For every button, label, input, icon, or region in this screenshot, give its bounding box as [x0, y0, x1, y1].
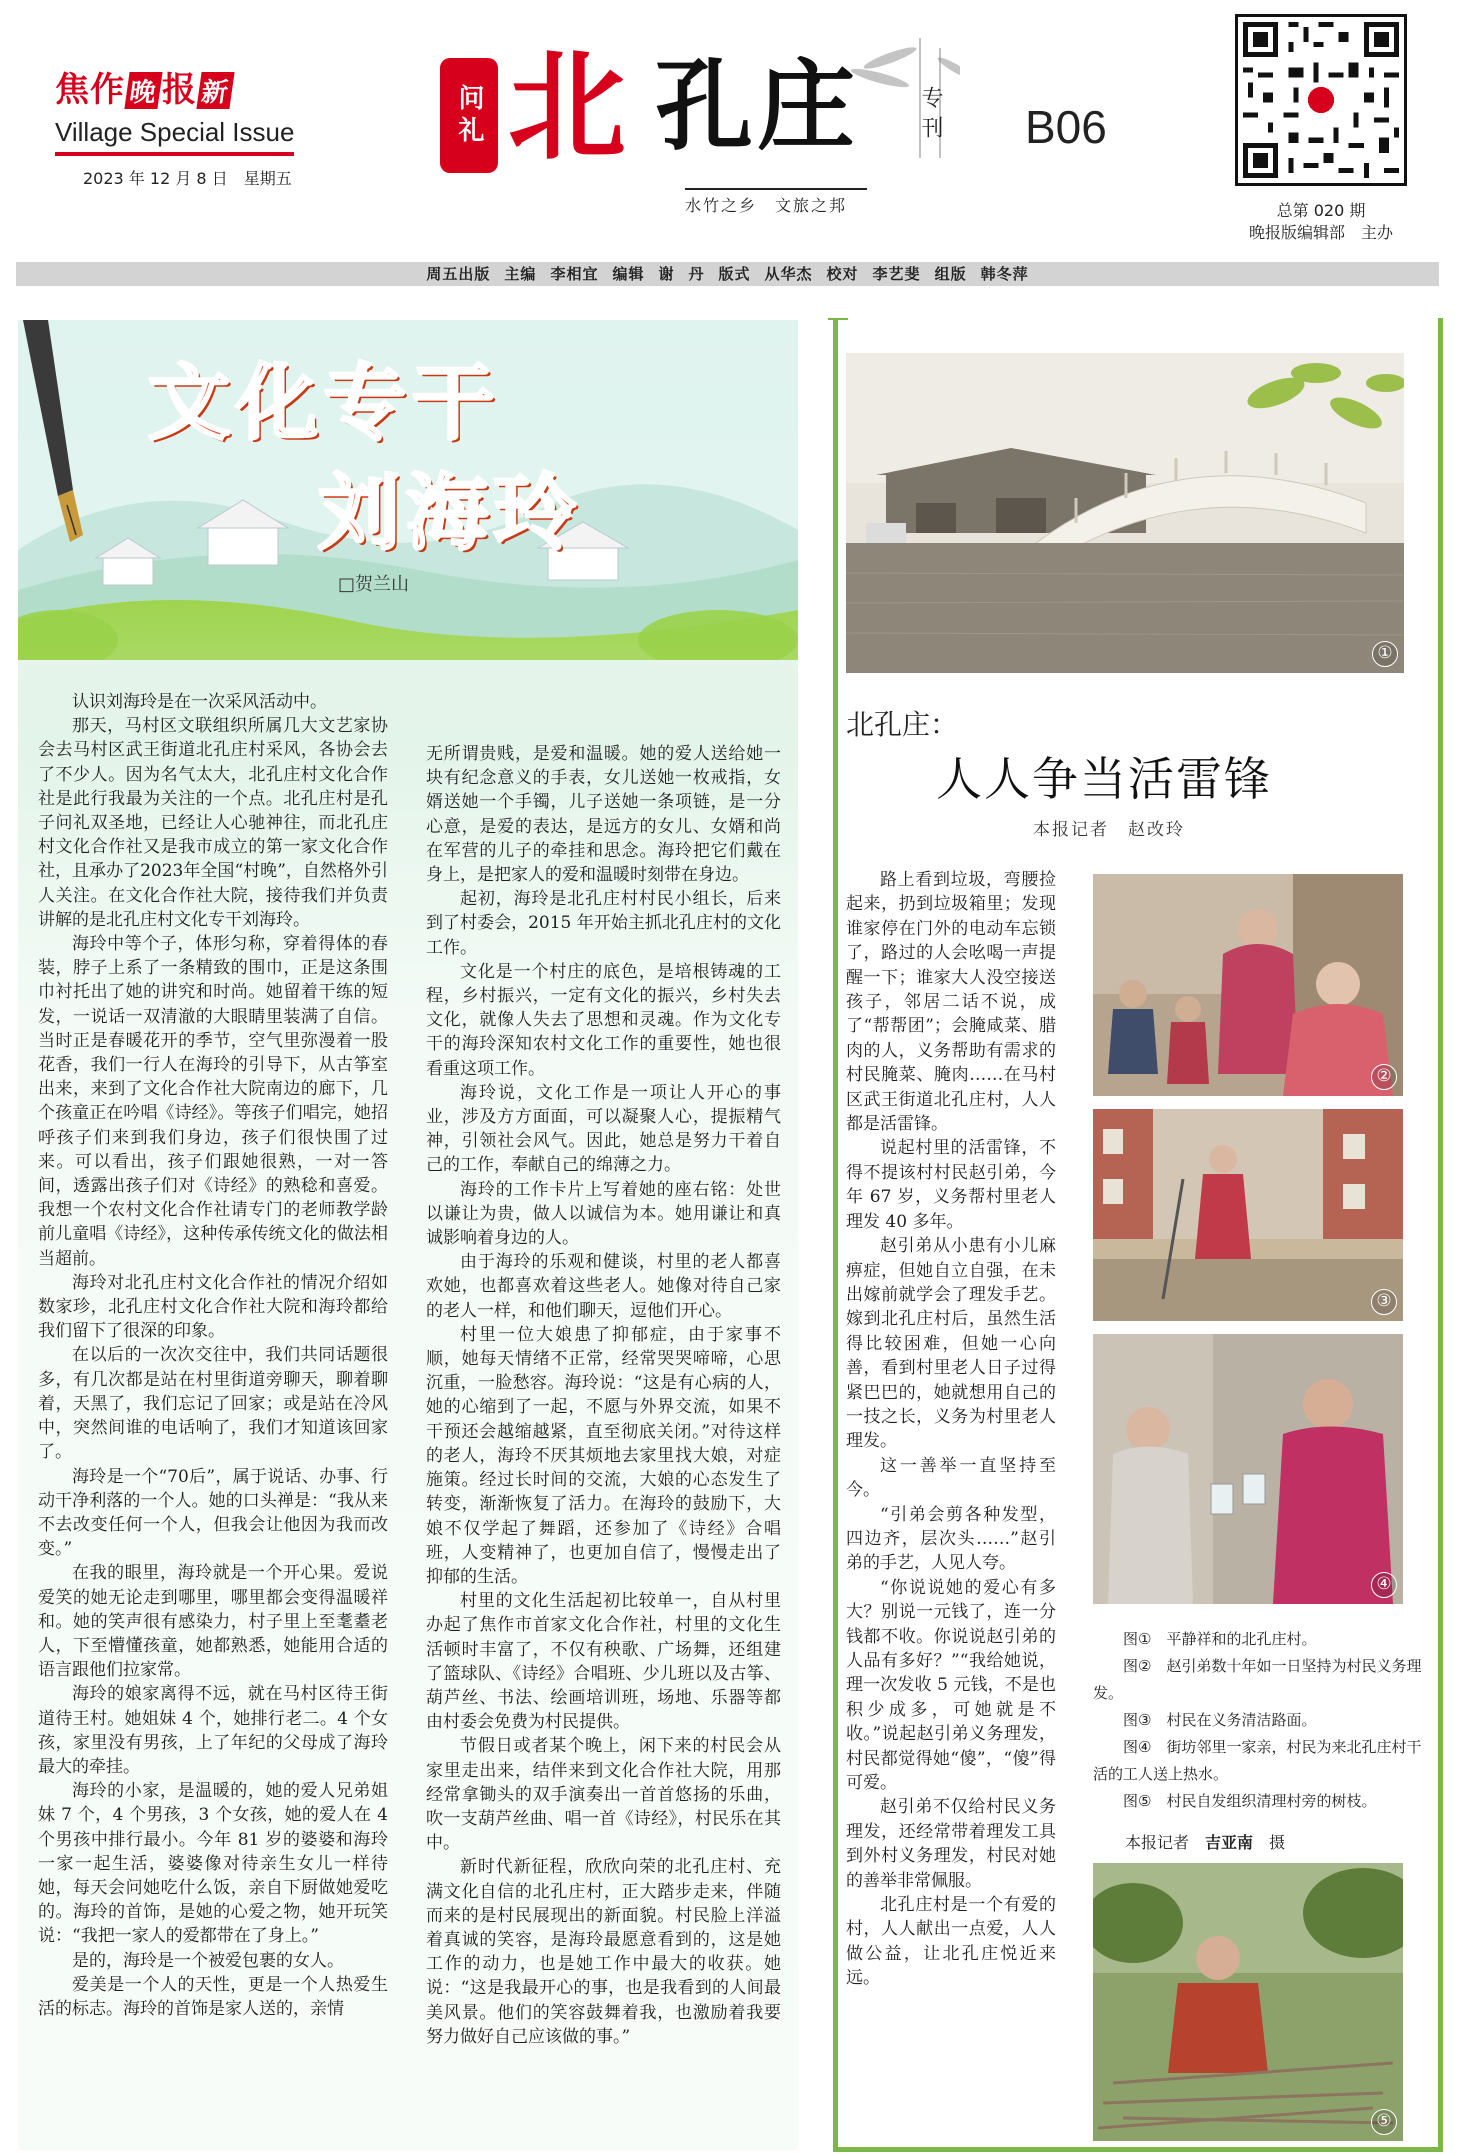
staff-bar	[16, 262, 1439, 286]
caption-label: 图④	[1123, 1738, 1152, 1756]
hot-water-photo	[1093, 1334, 1403, 1604]
staff-role: 主编	[504, 265, 537, 283]
paragraph: “你说说她的爱心有多大？别说一元钱了，连一分钱都不收。你说说赵引弟的人品有多好？”“我给她说，理一次发收 5 元钱，不是也积少成多，可她就是不收。”说起赵引弟义务理发，村民都觉得她“傻”，“傻”得可爱。	[846, 1577, 1056, 1794]
brand-name-b: 报	[162, 70, 198, 110]
paragraph: 赵引弟不仅给村民义务理发，还经常带着理发工具到外村义务理发，村民对她的善举非常佩服。	[846, 1797, 1056, 1891]
caption-label: 图③	[1123, 1711, 1152, 1729]
photographer-name: 吉亚南	[1205, 1833, 1254, 1852]
paragraph: 节假日或者某个晚上，闲下来的村民会从家里走出来，结伴来到文化合作社大院，用那经常拿锄头的双手演奏出一首首悠扬的乐曲，吹一支葫芦丝曲、唱一首《诗经》，村民乐在其中。	[426, 1736, 781, 1854]
masthead-seal: 问礼	[440, 58, 498, 173]
paragraph: 认识刘海玲是在一次采风活动中。	[72, 692, 327, 712]
photo-3	[1093, 1109, 1403, 1321]
caption-2	[1093, 1653, 1423, 1707]
paragraph: 由于海玲的乐观和健谈，村里的老人都喜欢她，也都喜欢着这些老人。她像对待自己家的老人一样，和他们聊天，逗他们开心。	[426, 1252, 781, 1321]
paragraph: 海玲中等个子，体形匀称，穿着得体的春装，脖子上系了一条精致的围巾，正是这条围巾衬托出了她的讲究和时尚。她留着干练的短发，一说话一双清澈的大眼睛里装满了自信。当时正是春暖花开的季节，空气里弥漫着一股花香，我们一行人在海玲的引导下，从古筝室出来，来到了文化合作社大院南边的廊下，几个孩童正在吟唱《诗经》。等孩子们唱完，她招呼孩子们来到我们身边，孩子们很快围了过来。可以看出，孩子们跟她很熟，一对一答间，透露出孩子们对《诗经》的熟稔和喜爱。我想一个农村文化合作社请专门的老师教学龄前儿童唱《诗经》，这种传承传统文化的做法相当超前。	[38, 934, 388, 1269]
paragraph: 村里的文化生活起初比较单一，自从村里办起了焦作市首家文化合作社，村里的文化生活顿时丰富了，不仅有秧歌、广场舞，还组建了篮球队、《诗经》合唱班、少儿班以及古筝、葫芦丝、书法、绘画培训班，场地、乐器等都由村委会免费为村民提供。	[426, 1591, 781, 1733]
masthead-slogan: 水竹之乡 文旅之邦	[685, 188, 867, 216]
staff-role: 组版	[934, 265, 967, 283]
photo-number: ②	[1371, 1064, 1397, 1090]
photo-1	[846, 353, 1404, 673]
caption-label: 图⑤	[1123, 1792, 1152, 1810]
photographer-suffix: 摄	[1269, 1833, 1286, 1852]
left-column-2	[426, 742, 781, 2049]
staff-publish-day: 周五出版	[426, 265, 491, 283]
staff-name: 谢	[658, 265, 675, 283]
paragraph: 路上看到垃圾，弯腰捡起来，扔到垃圾箱里；发现谁家停在门外的电动车忘锁了，路过的人会吆喝一声提醒一下；谁家大人没空接送孩子，邻居二话不说，成了“帮帮团”；会腌咸菜、腊肉的人，义务帮助有需求的村民腌菜、腌肉……在马村区武王街道北孔庄村，人人都是活雷锋。	[846, 870, 1056, 1135]
village-bridge-photo	[846, 353, 1404, 673]
caption-text: 平静祥和的北孔庄村。	[1166, 1630, 1317, 1648]
caption-1	[1093, 1626, 1423, 1653]
paragraph: 赵引弟从小患有小儿麻痹症，但她自立自强，在未出嫁前就学会了理发手艺。嫁到北孔庄村后，虽然生活得比较困难，但她一心向善，看到村里老人日子过得紧巴巴的，她就想用自己的一技之长，义务为村里老人理发。	[846, 1236, 1056, 1452]
staff-name: 李艺斐	[872, 265, 921, 283]
paragraph: 海玲的娘家离得不远，就在马村区待王街道待王村。她姐妹 4 个，她排行老二。4 个女孩，家里没有男孩，上了年纪的父母成了海玲最大的牵挂。	[38, 1684, 388, 1777]
paragraph: 海玲的小家，是温暖的，她的爱人兄弟姐妹 7 个，4 个男孩，3 个女孩，她的爱人在 4 个男孩中排行最小。今年 81 岁的婆婆和海玲一家一起生活，婆婆像对待亲生女儿一样待她，每天会问她吃什么饭，亲自下厨做她爱吃的。海玲的首饰，是她的心爱之物，她开玩笑说：“我把一家人的爱都带在了身上。”	[38, 1781, 388, 1947]
paragraph: 爱美是一个人的天性，更是一个人热爱生活的标志。海玲的首饰是家人送的，亲情	[38, 1974, 388, 2019]
paragraph: 海玲对北孔庄村文化合作社的情况介绍如数家珍，北孔庄村文化合作社大院和海玲都给我们留下了很深的印象。	[38, 1272, 388, 1342]
qr-code-icon[interactable]	[1235, 14, 1407, 186]
paragraph: 这一善举一直坚持至今。	[846, 1455, 1056, 1501]
brand-name-c: 新	[196, 72, 234, 109]
masthead	[440, 38, 960, 218]
left-title-line1: 文化专干	[148, 356, 501, 451]
caption-text: 赵引弟数十年如一日坚持为村民义务理发。	[1093, 1657, 1422, 1702]
staff-name: 李相宜	[550, 265, 599, 283]
right-title-prefix: 北孔庄：	[846, 708, 959, 741]
paragraph: 说起村里的活雷锋，不得不提该村村民赵引弟，今年 67 岁，义务帮村里老人理发 40 多年。	[846, 1138, 1056, 1232]
issue-number: 总第 020 期	[1276, 201, 1366, 220]
paragraph: 是的，海玲是一个被爱包裹的女人。	[72, 1950, 344, 1971]
paragraph: 海玲是一个“70后”，属于说话、办事、行动干净利落的一个人。她的口头禅是：“我从来不去改变任何一个人，但我会让他因为我而改变。”	[38, 1466, 388, 1560]
staff-role: 校对	[826, 265, 859, 283]
left-title-line2: 刘海玲	[318, 466, 583, 561]
staff-name: 丹	[688, 265, 705, 283]
paragraph: 在我的眼里，海玲就是一个开心果。爱说爱笑的她无论走到哪里，哪里都会变得温暖祥和。她的笑声很有感染力，村子里上至耄耋老人，下至懵懂孩童，她都熟悉，她能用合适的语言跟他们拉家常。	[38, 1563, 388, 1681]
haircut-photo	[1093, 874, 1403, 1096]
photo-captions	[1093, 1626, 1423, 1815]
caption-text: 村民自发组织清理村旁的树枝。	[1166, 1792, 1377, 1810]
page-number: B06	[1025, 101, 1107, 153]
right-title: 人人争当活雷锋	[936, 752, 1272, 806]
left-column-1	[38, 690, 388, 2021]
left-author: □贺兰山	[338, 574, 410, 595]
staff-role: 编辑	[612, 265, 645, 283]
issue-info	[1232, 200, 1410, 244]
photo-2	[1093, 874, 1403, 1096]
photo-5	[1093, 1863, 1403, 2141]
caption-label: 图①	[1123, 1630, 1152, 1648]
photo-number: ⑤	[1371, 2109, 1397, 2135]
paragraph: 那天，马村区文联组织所属几大文艺家协会去马村区武王街道北孔庄村采风，各协会去了不少人。因为名气太大，北孔庄村文化合作社是此行我最为关注的一个点。北孔庄村是孔子问礼双圣地，已经让人心驰神往，而北孔庄村文化合作社又是我市成立的第一家文化合作社，且承办了2023年全国“村晚”，自然格外引人关注。在文化合作社大院，接待我们并负责讲解的是北孔庄村文化专干刘海玲。	[38, 716, 388, 930]
right-column	[846, 868, 1056, 1991]
photo-number: ④	[1371, 1572, 1397, 1598]
paragraph: 新时代新征程，欣欣向荣的北孔庄村、充满文化自信的北孔庄村，正大踏步走来，伴随而来的是村民展现出的新面貌。村民脸上洋溢着真诚的笑容，是海玲最愿意看到的，这是她工作的动力，也是她工作中最大的收获。她说：“这是我最开心的事，也是我看到的人间最美风景。他们的笑容鼓舞着我，也激励着我要努力做好自己应该做的事。”	[426, 1857, 781, 2047]
masthead-title: 孔庄	[655, 49, 860, 164]
staff-name: 从华杰	[764, 265, 813, 283]
caption-3	[1093, 1707, 1423, 1734]
paragraph: 无所谓贵贱，是爱和温暖。她的爱人送给她一块有纪念意义的手表，女儿送她一枚戒指，女婿送她一个手镯，儿子送她一条项链，是一分心意，是爱的表达，是远方的女儿、女婿和尚在军营的儿子的牵挂和思念。海玲把它们戴在身上，是把家人的爱和温暖时刻带在身边。	[426, 744, 781, 886]
staff-role: 版式	[718, 265, 751, 283]
left-article	[18, 320, 798, 2150]
caption-text: 街坊邻里一家亲，村民为来北孔庄村干活的工人送上热水。	[1093, 1738, 1422, 1783]
masthead-special-label: 专刊	[918, 86, 943, 146]
right-article	[833, 318, 1443, 2152]
fountain-pen-icon	[18, 320, 108, 570]
branch-clearing-photo	[1093, 1863, 1403, 2141]
paragraph: 起初，海玲是北孔庄村村民小组长，后来到了村委会，2015 年开始主抓北孔庄村的文化工作。	[426, 889, 781, 958]
staff-name: 韩冬萍	[980, 265, 1029, 283]
masthead-title-red: 北	[508, 38, 627, 176]
photo-4	[1093, 1334, 1403, 1604]
paragraph: 村里一位大娘患了抑郁症，由于家事不顺，她每天情绪不正常，经常哭哭啼啼，心思沉重，一脸愁容。海玲说：“这是有心病的人，她的心缩到了一起，不愿与外界交流，如果不干预还会越缩越紧，直至彻底关闭。”对待这样的老人，海玲不厌其烦地去家里找大娘，对症施策。经过长时间的交流，大娘的心态发生了转变，渐渐恢复了活力。在海玲的鼓励下，大娘不仅学起了舞蹈，还参加了《诗经》合唱班，人变精神了，也更加自信了，慢慢走出了抑郁的生活。	[426, 1324, 781, 1587]
caption-text: 村民在义务清洁路面。	[1166, 1711, 1317, 1729]
publish-date: 2023 年 12 月 8 日 星期五	[83, 169, 292, 188]
photo-number: ③	[1371, 1289, 1397, 1315]
caption-4	[1093, 1734, 1423, 1788]
paragraph: 海玲说，文化工作是一项让人开心的事业，涉及方方面面，可以凝聚人心，提振精气神，引领社会风气。因此，她总是努力干着自己的工作，奉献自己的绵薄之力。	[426, 1082, 781, 1176]
caption-5	[1093, 1788, 1423, 1815]
left-article-illustration	[18, 320, 798, 660]
newspaper-brand	[55, 62, 325, 189]
brand-name	[55, 62, 325, 111]
photographer-credit	[1125, 1830, 1285, 1853]
brand-name-box: 晚	[124, 72, 162, 109]
brand-english: Village Special Issue	[55, 117, 294, 156]
brand-name-a: 焦作	[55, 70, 125, 110]
paragraph: “引弟会剪各种发型，四边齐，层次头……”赵引弟的手艺，人见人夸。	[846, 1504, 1056, 1574]
paragraph: 海玲的工作卡片上写着她的座右铭：处世以谦让为贵，做人以诚信为本。她用谦让和真诚影响着身边的人。	[426, 1179, 781, 1249]
issue-host: 晚报版编辑部 主办	[1248, 223, 1393, 242]
paragraph: 北孔庄村是一个有爱的村，人人献出一点爱，人人做公益，让北孔庄悦近来远。	[846, 1895, 1056, 1989]
paragraph: 文化是一个村庄的底色，是培根铸魂的工程，乡村振兴，一定有文化的振兴，乡村失去文化，就像人失去了思想和灵魂。作为文化专干的海玲深知农村文化工作的重要性，她也很看重这项工作。	[426, 961, 781, 1079]
photo-number: ①	[1372, 641, 1398, 667]
paragraph: 在以后的一次次交往中，我们共同话题很多，有几次都是站在村里街道旁聊天，聊着聊着，天黑了，我们忘记了回家；或是站在冷风中，突然间谁的电话响了，我们才知道该回家了。	[38, 1345, 388, 1463]
caption-label: 图②	[1123, 1657, 1152, 1675]
street-cleaning-photo	[1093, 1109, 1403, 1321]
photographer-prefix: 本报记者	[1125, 1833, 1190, 1852]
right-byline: 本报记者 赵改玲	[1033, 820, 1185, 840]
